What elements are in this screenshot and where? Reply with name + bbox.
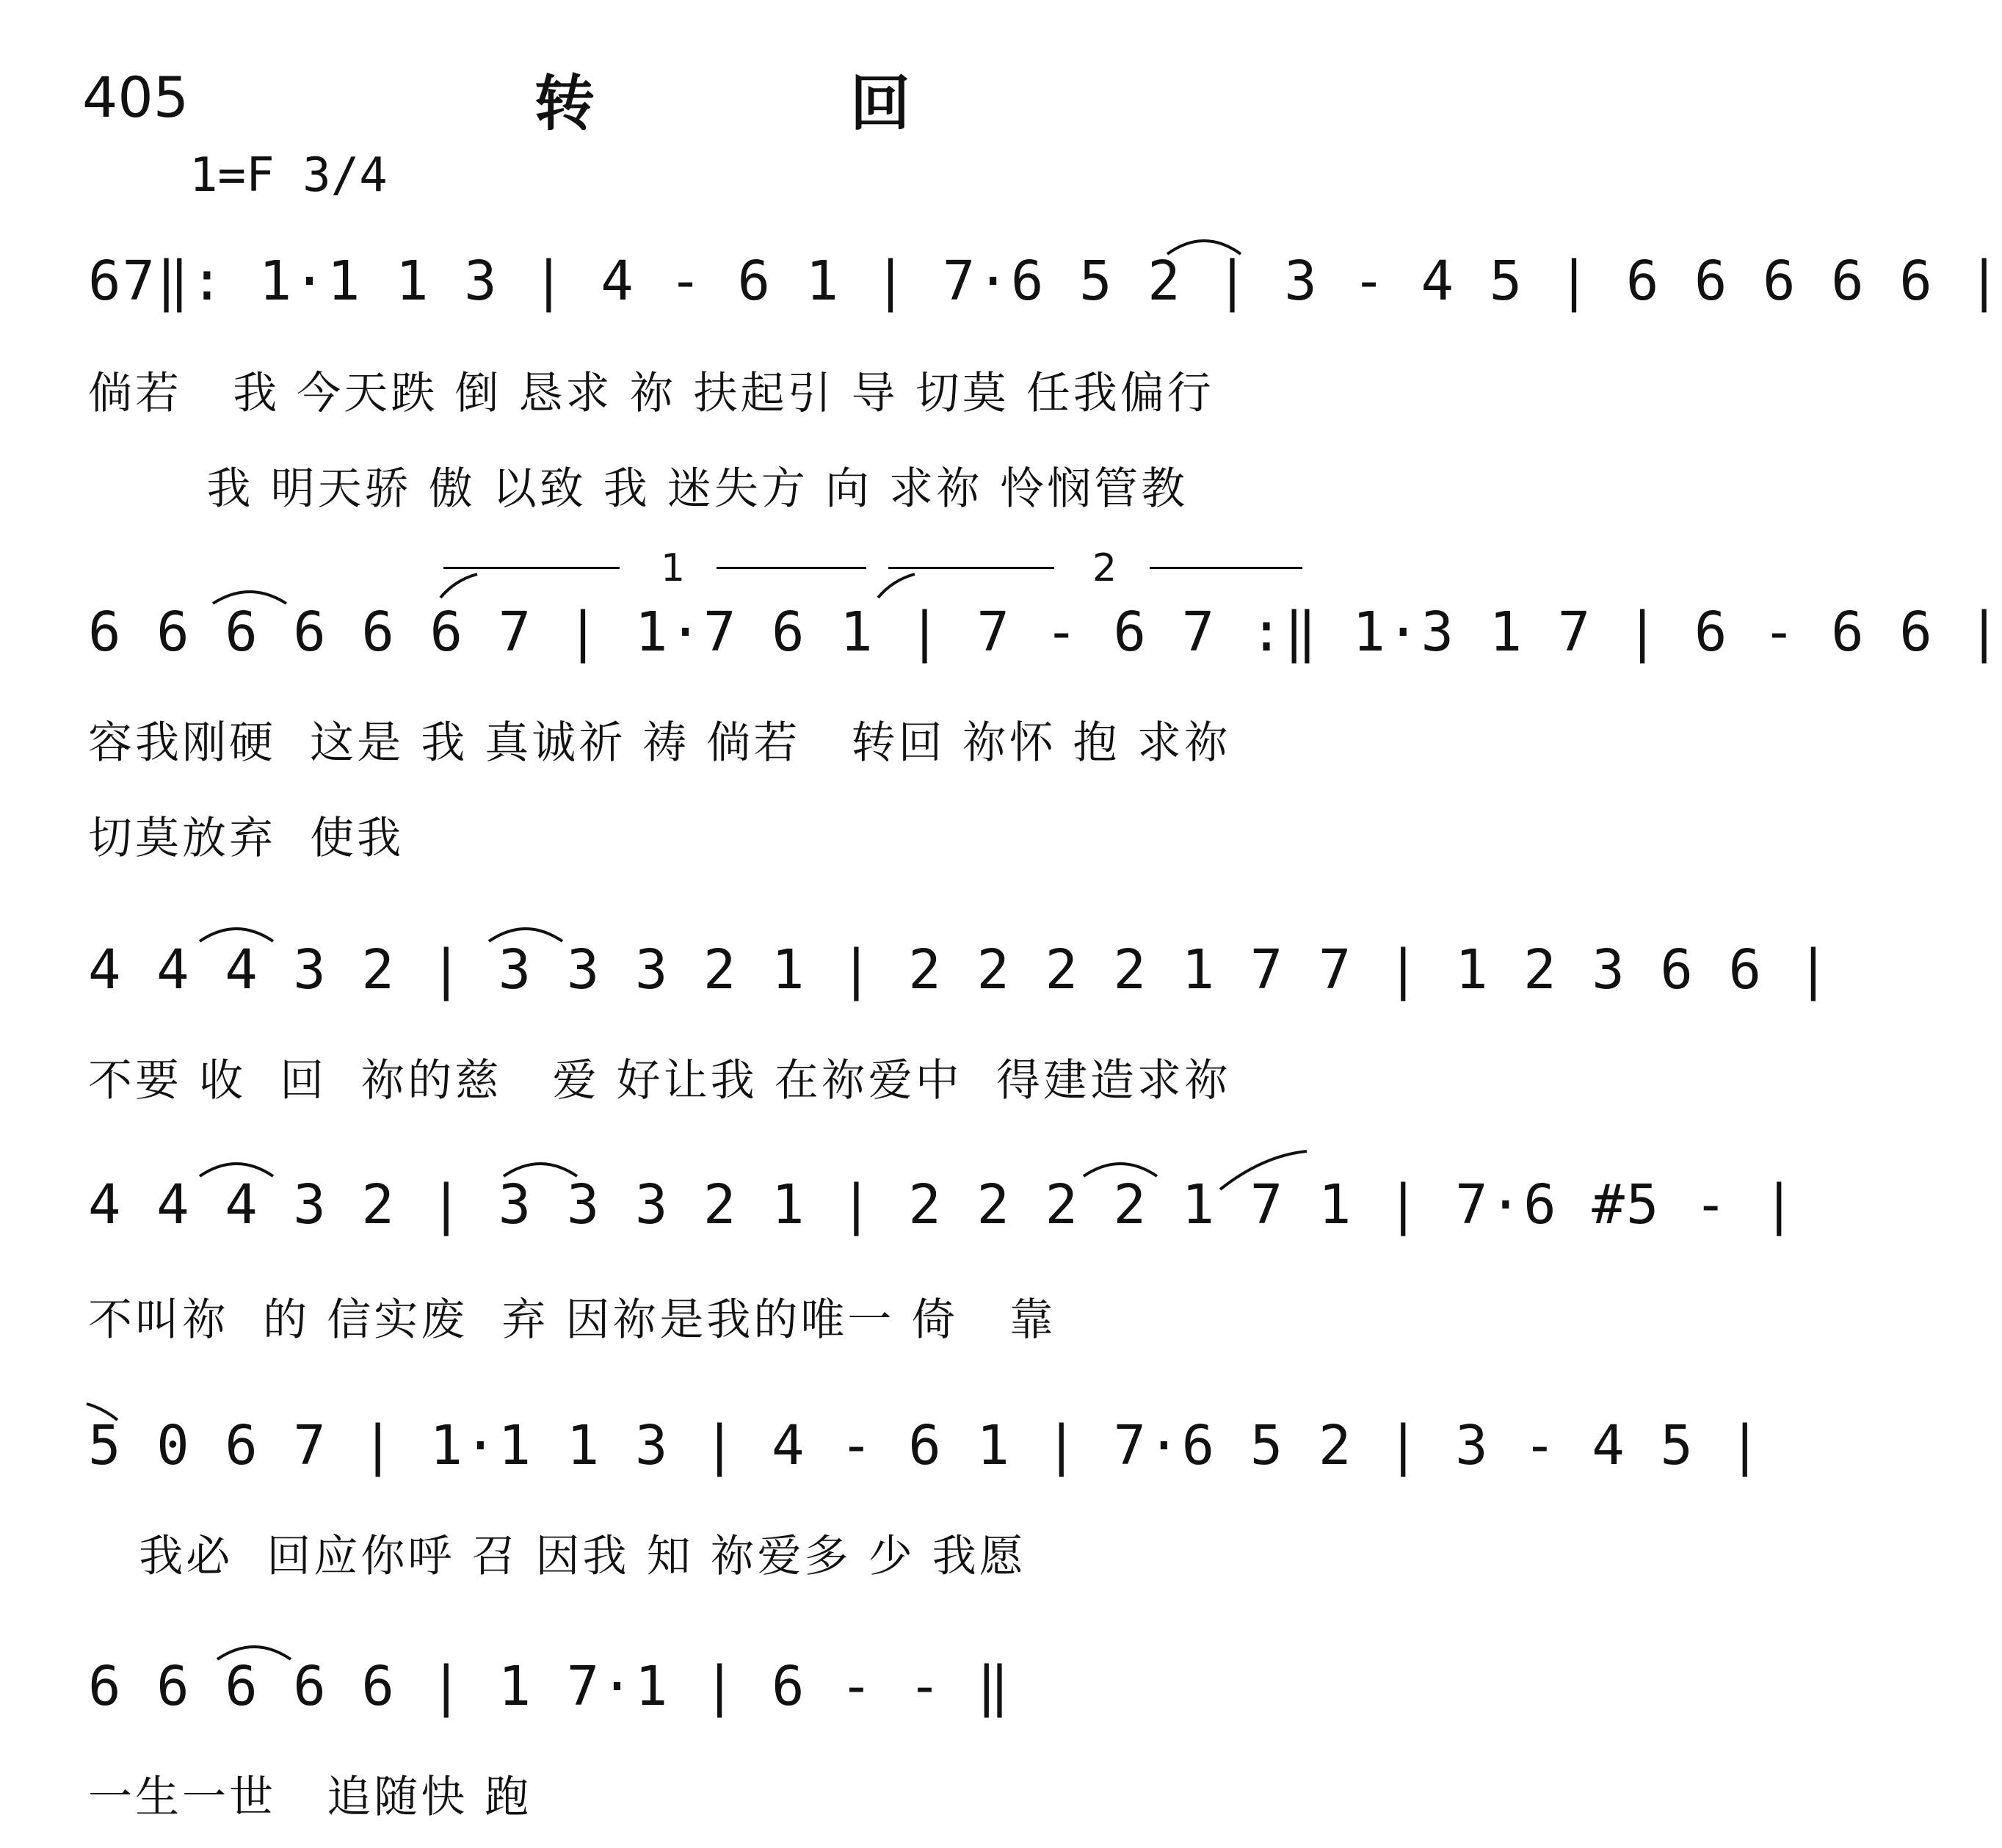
notation-line-3 bbox=[88, 938, 1832, 1001]
volta-2-line-right bbox=[1150, 567, 1302, 569]
lyrics-line-2a: 容我刚硬 这是 我 真诚祈 祷 倘若 转回 祢怀 抱 求祢 bbox=[88, 717, 1231, 769]
volta-1-line-left bbox=[443, 567, 620, 569]
lyrics-line-1b: 我 明天骄 傲 以致 我 迷失方 向 求祢 怜悯管教 bbox=[88, 463, 1189, 515]
notation-line-4 bbox=[88, 1173, 1797, 1236]
volta-1-label: 1 bbox=[661, 546, 686, 590]
notation-line-2 bbox=[88, 601, 2002, 664]
lyrics-line-4: 不叫祢 的 信实废 弃 因祢是我的唯一 倚 靠 bbox=[88, 1294, 1056, 1346]
key-signature: 1=F 3/4 bbox=[189, 148, 388, 203]
notation-text: 4 4 4 3 2 | 3 3 3 2 1 | 2 2 2 2 1 7 7 | 1 2 3 6 6 | bbox=[88, 938, 1832, 1001]
hymn-number: 405 bbox=[82, 65, 189, 130]
lyrics-line-6: 一生一世 追随快 跑 bbox=[88, 1772, 532, 1823]
notation-line-5 bbox=[88, 1414, 1763, 1477]
notation-text: 4 4 4 3 2 | 3 3 3 2 1 | 2 2 2 2 1 7 1 | 7·6 #5 - | bbox=[88, 1173, 1797, 1236]
slur-system-2c bbox=[878, 574, 915, 598]
volta-2-line-left bbox=[888, 567, 1054, 569]
notation-text: 6 6 6 6 6 6 7 | 1·7 6 1 | 7 - 6 7 :‖ 1·3 1 7 | 6 - 6 6 | bbox=[88, 601, 2002, 664]
slur-system-2b bbox=[440, 574, 477, 598]
title-char-1: 转 bbox=[534, 69, 595, 139]
title-char-2: 回 bbox=[850, 69, 911, 139]
notation-text: 5 0 6 7 | 1·1 1 3 | 4 - 6 1 | 7·6 5 2 | 3 - 4 5 | bbox=[88, 1414, 1763, 1477]
volta-2-label: 2 bbox=[1092, 546, 1117, 590]
notation-text: 67‖: 1·1 1 3 | 4 - 6 1 | 7·6 5 2 | 3 - 4 5 | 6 6 6 6 6 | bbox=[88, 250, 2002, 313]
notation-line-6 bbox=[88, 1655, 1321, 1718]
lyrics-line-5: 我必 回应你呼 召 因我 知 祢爱多 少 我愿 bbox=[88, 1531, 1026, 1582]
lyrics-line-3: 不要 收 回 祢的慈 爱 好让我 在祢爱中 得建造求祢 bbox=[88, 1055, 1231, 1106]
lyrics-line-2b: 切莫放弃 使我 bbox=[88, 813, 405, 864]
notation-line-1 bbox=[88, 250, 2002, 313]
volta-1-line-right bbox=[717, 567, 866, 569]
notation-text: 6 6 6 6 6 | 1 7·1 | 6 - - ‖ bbox=[88, 1655, 1011, 1718]
lyrics-line-1a: 倘若 我 今天跌 倒 恳求 祢 扶起引 导 切莫 任我偏行 bbox=[88, 368, 1214, 419]
